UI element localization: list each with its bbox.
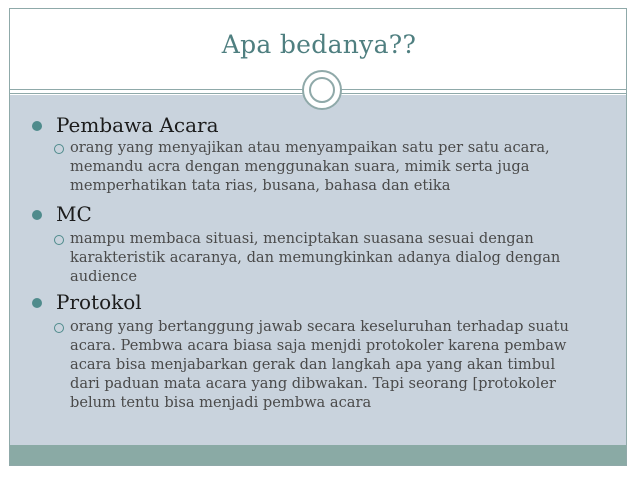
sub-bullet-text: mampu membaca situasi, menciptakan suasana sesuai dengan karakteristik acaranya, dan memungkinkan adanya dialog dengan audience — [70, 230, 561, 285]
footer-band — [10, 445, 626, 465]
bullet-icon — [32, 298, 42, 308]
content-area — [10, 95, 626, 445]
sub-bullet-icon — [54, 323, 64, 333]
sub-bullet-icon — [54, 144, 64, 154]
divider-ornament-inner-icon — [309, 77, 335, 103]
sub-bullet-text: orang yang menyajikan atau menyampaikan satu per satu acara, memandu acra dengan menggunakan suara, mimik serta juga memperhatikan tata rias, busana, bahasa dan etika — [70, 139, 550, 194]
bullet-label: Pembawa Acara — [56, 113, 219, 137]
bullet-label: MC — [56, 202, 92, 226]
bullet-icon — [32, 121, 42, 131]
slide-title: Apa bedanya?? — [221, 30, 417, 59]
sub-bullet-text: orang yang bertanggung jawab secara keseluruhan terhadap suatu acara. Pembwa acara biasa saja menjdi protokoler karena pembaw acara bisa menjabarkan gerak dan langkah apa yang akan timbul dari paduan mata acara yang dibwakan. Tapi seorang [protokoler belum tentu bisa menjadi pembwa acara — [70, 318, 569, 411]
bullet-icon — [32, 210, 42, 220]
sub-bullet-icon — [54, 235, 64, 245]
bullet-label: Protokol — [56, 290, 142, 314]
